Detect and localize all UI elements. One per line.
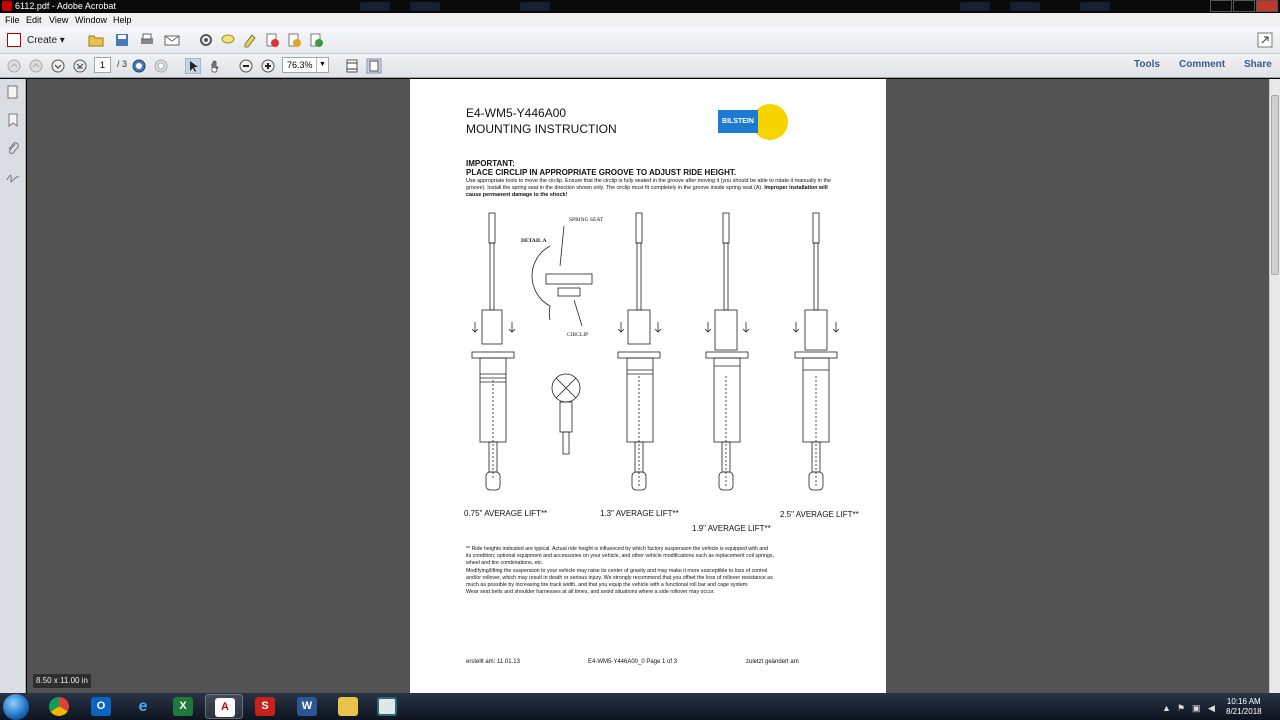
- detail-a-drawing: [532, 226, 592, 454]
- internet-explorer-icon: e: [138, 698, 148, 715]
- last-page-icon[interactable]: [72, 58, 88, 74]
- footnote-line: Wear seat belts and shoulder harnesses at all times, and avoid situations where a side rollover may occur.: [466, 589, 715, 596]
- page-number-input[interactable]: 1: [94, 57, 111, 73]
- folder-icon: [338, 697, 358, 716]
- zoom-in-icon[interactable]: [260, 58, 276, 74]
- hand-tool-icon[interactable]: [207, 58, 223, 74]
- important-heading: IMPORTANT:: [466, 159, 515, 168]
- important-subheading: PLACE CIRCLIP IN APPROPRIATE GROOVE TO ADJUST RIDE HEIGHT.: [466, 168, 737, 177]
- circlip-label: CIRCLIP: [567, 332, 589, 338]
- acrobat-app-icon: [2, 1, 12, 11]
- taskbar-ghost: [520, 2, 550, 11]
- vertical-scrollbar[interactable]: [1269, 79, 1280, 693]
- spring-seat-label: SPRING SEAT: [569, 217, 604, 223]
- action-center-flag-icon[interactable]: ⚑: [1177, 703, 1186, 713]
- shock-absorber-1: [472, 213, 515, 490]
- footnote-line: its condition; optional equipment and accessories on your vehicle, and other vehicle modifications such as replacement coil springs,: [466, 553, 774, 560]
- save-icon[interactable]: [114, 32, 130, 48]
- footnote-line: ** Ride heights indicated are typical. Actual ride height is influenced by which factory suspension the vehicle is equipped with and: [466, 546, 769, 552]
- chevron-down-icon[interactable]: ▼: [316, 58, 328, 72]
- footnote-line: and/or rollover, which may result in death or serious injury. We strongly recommend that you offset the loss of rollover resistance as: [466, 574, 773, 581]
- page-size-tooltip: 8.50 x 11.00 in: [33, 674, 91, 688]
- footnote-line: wheel and tire combinations, etc.: [466, 560, 544, 567]
- solidworks-icon: S: [255, 697, 275, 716]
- footer-page: E4-WM5-Y446A00_0 Page 1 of 3: [588, 659, 678, 665]
- taskbar-ghost: [1080, 2, 1110, 11]
- main-toolbar: [0, 27, 1280, 54]
- print-icon[interactable]: [139, 32, 155, 48]
- taskbar-excel[interactable]: [164, 694, 202, 719]
- menu-help[interactable]: Help: [113, 15, 132, 25]
- menu-bar: [0, 13, 1280, 27]
- footnote: [466, 546, 836, 596]
- zoom-out-icon[interactable]: [238, 58, 254, 74]
- open-folder-icon[interactable]: [88, 32, 104, 48]
- next-page-icon[interactable]: [50, 58, 66, 74]
- settings-gear-icon[interactable]: [198, 32, 214, 48]
- close-button[interactable]: [1256, 0, 1278, 12]
- footnote-line: much as possible by increasing tire track width, and that you equip the vehicle with a functional roll bar and cage system.: [466, 582, 749, 589]
- navigation-panel: [0, 79, 26, 693]
- zoom-select[interactable]: [282, 57, 329, 73]
- start-button[interactable]: [3, 694, 29, 720]
- taskbar-outlook[interactable]: [82, 694, 120, 719]
- insert-page-icon[interactable]: [308, 32, 324, 48]
- lift-label-1: 0.75" AVERAGE LIFT**: [464, 509, 548, 518]
- taskbar-chrome[interactable]: [40, 694, 78, 719]
- taskbar-explorer[interactable]: [329, 694, 367, 719]
- instruction-warning: Improper installation will cause permanent damage to the shock!: [466, 185, 828, 198]
- window-title: 6112.pdf - Adobe Acrobat: [15, 1, 116, 11]
- lift-label-2: 1.3" AVERAGE LIFT**: [600, 509, 679, 518]
- bookmarks-icon[interactable]: [6, 113, 20, 127]
- shock-absorber-4: [793, 213, 839, 490]
- create-label: Create: [27, 35, 58, 46]
- bilstein-logo: [718, 104, 790, 138]
- attachments-paperclip-icon[interactable]: [6, 141, 20, 155]
- fit-page-icon[interactable]: [366, 58, 382, 74]
- taskbar-ie[interactable]: [124, 694, 162, 719]
- footnote-line: Modifying/lifting the suspension to your vehicle may raise its center of gravity and may make it more susceptible to loss of control: [466, 567, 768, 574]
- title-bar: [0, 0, 1280, 13]
- email-icon[interactable]: [164, 32, 180, 48]
- system-clock[interactable]: [1226, 697, 1262, 717]
- minimize-button[interactable]: [1210, 0, 1232, 12]
- footer-modified: zuletzt geändert am: [746, 659, 799, 665]
- taskbar-ghost: [1010, 2, 1040, 11]
- share-pane-link[interactable]: Share: [1244, 59, 1272, 70]
- expand-window-icon[interactable]: [1257, 32, 1273, 48]
- create-button[interactable]: Create ▾: [7, 33, 65, 49]
- clock-time: 10:16 AM: [1226, 697, 1261, 706]
- footer-created: erstellt am: 11.01.13: [466, 659, 520, 665]
- highlight-icon[interactable]: [242, 32, 258, 48]
- page-thumbnails-icon[interactable]: [6, 85, 20, 99]
- maximize-button[interactable]: [1233, 0, 1255, 12]
- previous-page-icon[interactable]: [28, 58, 44, 74]
- signatures-icon[interactable]: [6, 169, 20, 183]
- menu-edit[interactable]: Edit: [26, 15, 42, 25]
- page-total: / 3: [117, 59, 128, 69]
- document-title: MOUNTING INSTRUCTION: [466, 122, 617, 136]
- menu-window[interactable]: Window: [75, 15, 108, 25]
- document-code: E4-WM5-Y446A00: [466, 106, 567, 120]
- fit-width-icon[interactable]: [344, 58, 360, 74]
- menu-view[interactable]: View: [49, 15, 69, 25]
- bilstein-logo-text: BILSTEIN: [718, 110, 758, 133]
- outlook-icon: O: [91, 697, 111, 716]
- taskbar-ghost: [360, 2, 390, 11]
- lift-label-3: 1.9" AVERAGE LIFT**: [692, 524, 771, 533]
- word-icon: W: [297, 697, 317, 716]
- select-tool-icon[interactable]: [185, 58, 201, 74]
- window-app-icon: [377, 697, 397, 716]
- show-hidden-icons-icon[interactable]: ▲: [1162, 703, 1171, 713]
- detail-a-label: DETAIL A: [521, 238, 547, 244]
- previous-view-icon[interactable]: [131, 58, 147, 74]
- comment-pane-link[interactable]: Comment: [1179, 59, 1226, 70]
- export-page-icon[interactable]: [286, 32, 302, 48]
- network-icon[interactable]: ▣: [1192, 703, 1201, 713]
- create-pdf-icon: [7, 33, 21, 47]
- first-page-icon[interactable]: [6, 58, 22, 74]
- taskbar-acrobat[interactable]: [205, 694, 243, 719]
- zoom-value: 76.3%: [287, 60, 313, 70]
- taskbar-ghost: [410, 2, 440, 11]
- shock-diagram: [410, 204, 886, 524]
- lift-label-4: 2.5" AVERAGE LIFT**: [780, 510, 859, 519]
- page-toolbar: [0, 54, 1280, 78]
- delete-page-icon[interactable]: [264, 32, 280, 48]
- volume-icon[interactable]: ◀: [1208, 703, 1215, 713]
- taskbar-window[interactable]: [368, 694, 406, 719]
- comment-bubble-icon[interactable]: [220, 32, 236, 48]
- clock-date: 8/21/2018: [1226, 707, 1262, 716]
- acrobat-icon: A: [215, 698, 235, 717]
- taskbar-solidworks[interactable]: [246, 694, 284, 719]
- instruction-paragraph: [466, 178, 836, 199]
- pdf-page: [410, 79, 886, 693]
- taskbar-ghost: [960, 2, 990, 11]
- excel-icon: X: [173, 697, 193, 716]
- shock-absorber-3: [705, 213, 749, 490]
- chrome-icon: [49, 697, 69, 716]
- instruction-text: Use appropriate tools to move the circlip. Ensure that the circlip is fully seated in the groove after moving it (you should be able to rotate it manually in the groove). Install the spring seat in the direction shown only. The circlip must fit completely in the groove inside spring seat (A).: [466, 178, 831, 191]
- tools-pane-link[interactable]: Tools: [1134, 59, 1160, 70]
- scrollbar-thumb[interactable]: [1271, 95, 1279, 275]
- taskbar-word[interactable]: [288, 694, 326, 719]
- shock-absorber-2: [618, 213, 661, 490]
- menu-file[interactable]: File: [5, 15, 20, 25]
- next-view-icon[interactable]: [153, 58, 169, 74]
- windows-taskbar: [0, 693, 1280, 720]
